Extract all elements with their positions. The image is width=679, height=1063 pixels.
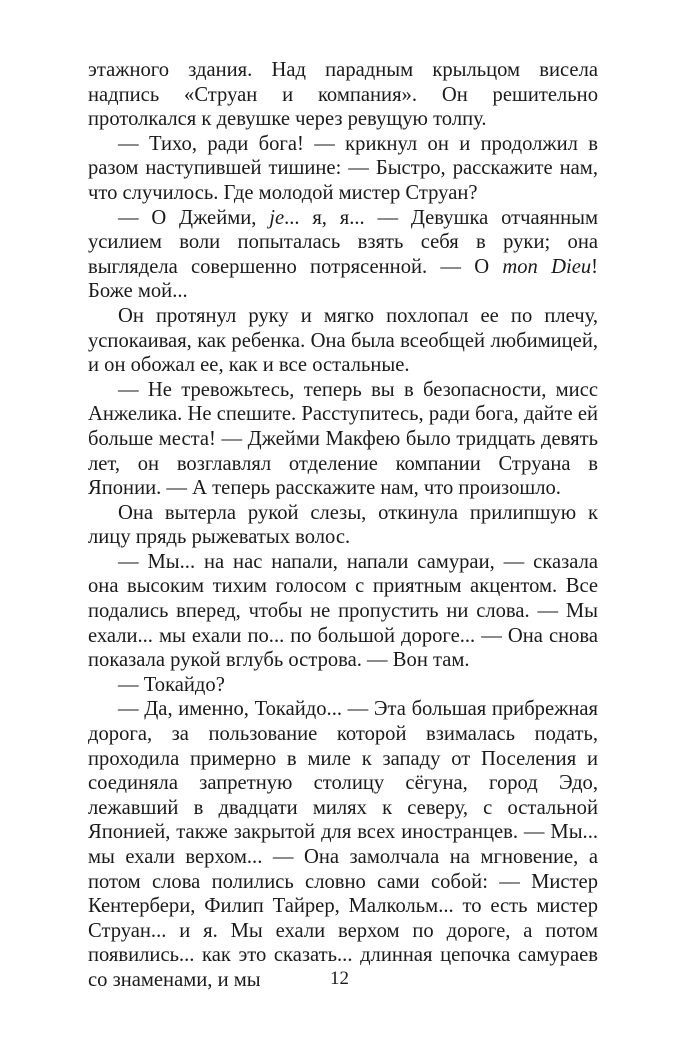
paragraph [88, 697, 598, 992]
paragraph-text: — О Джейми, [118, 206, 270, 229]
paragraph-text: — Да, именно, Токайдо... — Эта большая прибрежная дорога, за пользование которой взималась подать, проходила примерно в миле к западу от Поселения и соединяла запретную столицу сёгуна, город Эдо, лежавший в двадцати милях к северу, с остальной Японией, также закрытой для всех иностранцев. — Мы... мы ехали верхом... — Она замолчала на мгновение, а потом слова полились словно сами собой: — Мистер Кентербери, Филип Тайрер, Малкольм... то есть мистер Струан... и я. Мы ехали верхом по дороге, а потом появились... как это сказать... длинная цепочка самураев со знаменами, и мы [88, 698, 598, 991]
page-body-text [88, 58, 598, 993]
paragraph [88, 673, 598, 698]
page-number: 12 [330, 968, 349, 989]
paragraph-text: этажного здания. Над парадным крыльцом висела надпись «Струан и компания». Он решительно протолкался к девушке через ревущую толпу. [88, 59, 598, 131]
paragraph-text: ! Боже мой... [88, 255, 598, 303]
paragraph [88, 550, 598, 673]
paragraph-text: — Токайдо? [118, 673, 225, 696]
paragraph-text: Он протянул руку и мягко похлопал ее по плечу, успокаивая, как ребенка. Она была всеобщей любимицей, и он обожал ее, как и все остальные. [88, 304, 598, 377]
paragraph-text: — Тихо, ради бога! — крикнул он и продолжил в разом наступившей тишине: — Быстро, расскажите нам, что случилось. Где молодой мистер Струан? [88, 132, 598, 204]
paragraph-text: ... я, я... — Девушка отчаянным усилием воли попыталась взять себя в руки; она выглядела совершенно потрясенной. — О [88, 206, 598, 278]
paragraph-text: Она вытерла рукой слезы, откинула прилипшую к лицу прядь рыжеватых волос. [88, 501, 598, 549]
paragraph [88, 501, 598, 550]
paragraph [88, 206, 598, 304]
paragraph [88, 304, 598, 378]
paragraph-text: — Не тревожьтесь, теперь вы в безопасности, мисс Анжелика. Не спешите. Расступитесь, ради бога, дайте ей больше места! — Джейми Макфею было тридцать девять лет, он возглавлял отделение компании Струана в Японии. — А теперь расскажите нам, что произошло. [88, 378, 598, 500]
paragraph [88, 378, 598, 501]
italic-text: je [269, 206, 285, 229]
paragraph-text: — Мы... на нас напали, напали самураи, — сказала она высоким тихим голосом с приятным акцентом. Все подались вперед, чтобы не пропустить ни слова. — Мы ехали... мы ехали по... по большой дороге... — Она снова показала рукой вглубь острова. — Вон там. [88, 550, 598, 672]
italic-text: mon Dieu [502, 255, 592, 278]
paragraph [88, 132, 598, 206]
paragraph [88, 58, 598, 132]
